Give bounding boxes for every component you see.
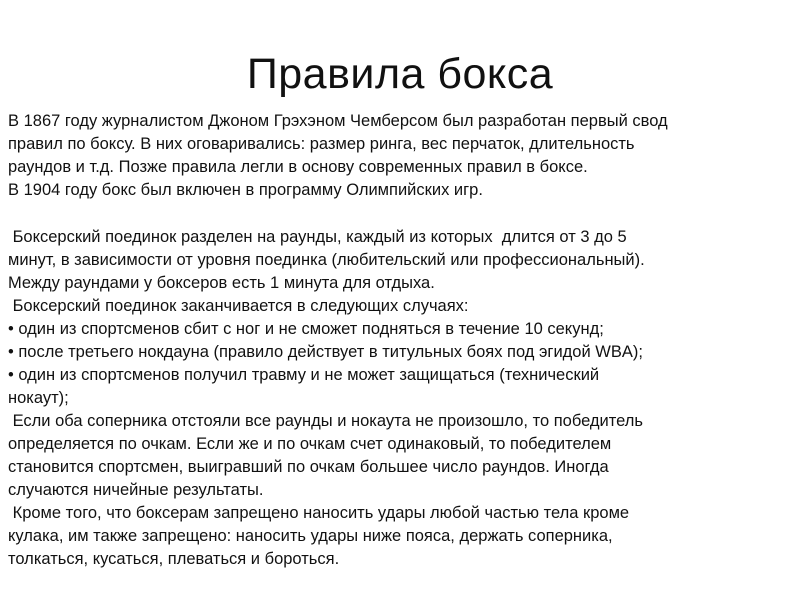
bullet-item: • один из спортсменов получил травму и не может защищаться (технический <box>8 366 600 384</box>
intro-line: правил по боксу. В них оговаривались: размер ринга, вес перчаток, длительность <box>8 135 635 153</box>
bullet-item: • один из спортсменов сбит с ног и не сможет подняться в течение 10 секунд; <box>8 320 604 338</box>
page-title: Правила бокса <box>246 50 554 98</box>
bullet-item: • после третьего нокдауна (правило действует в титульных боях под эгидой WBA); <box>8 343 643 361</box>
rules-line: Если оба соперника отстояли все раунды и нокаута не произошло, то победитель <box>8 412 643 430</box>
rules-line: определяется по очкам. Если же и по очкам счет одинаковый, то победителем <box>8 435 612 453</box>
intro-text <box>8 110 796 202</box>
rules-line: Кроме того, что боксерам запрещено наносить удары любой частью тела кроме <box>8 504 630 522</box>
rules-line: становится спортсмен, выигравший по очкам большее число раундов. Иногда <box>8 458 609 476</box>
rules-line: Боксерский поединок разделен на раунды, каждый из которых длится от 3 до 5 <box>8 228 627 246</box>
rules-line: кулака, им также запрещено: наносить удары ниже пояса, держать соперника, <box>8 527 613 545</box>
rules-line: толкаться, кусаться, плеваться и бороться. <box>8 550 340 568</box>
rules-line: минут, в зависимости от уровня поединка (любительский или профессиональный). <box>8 251 645 269</box>
intro-line: В 1867 году журналистом Джоном Грэхэном Чемберсом был разработан первый свод <box>8 112 668 130</box>
rules-line: случаются ничейные результаты. <box>8 481 264 499</box>
rules-line: Между раундами у боксеров есть 1 минута для отдыха. <box>8 274 435 292</box>
rules-text <box>8 226 796 571</box>
intro-line: В 1904 году бокс был включен в программу Олимпийских игр. <box>8 181 483 199</box>
intro-line: раундов и т.д. Позже правила легли в основу современных правил в боксе. <box>8 158 588 176</box>
rules-line: Боксерский поединок заканчивается в следующих случаях: <box>8 297 469 315</box>
rules-line: нокаут); <box>8 389 69 407</box>
